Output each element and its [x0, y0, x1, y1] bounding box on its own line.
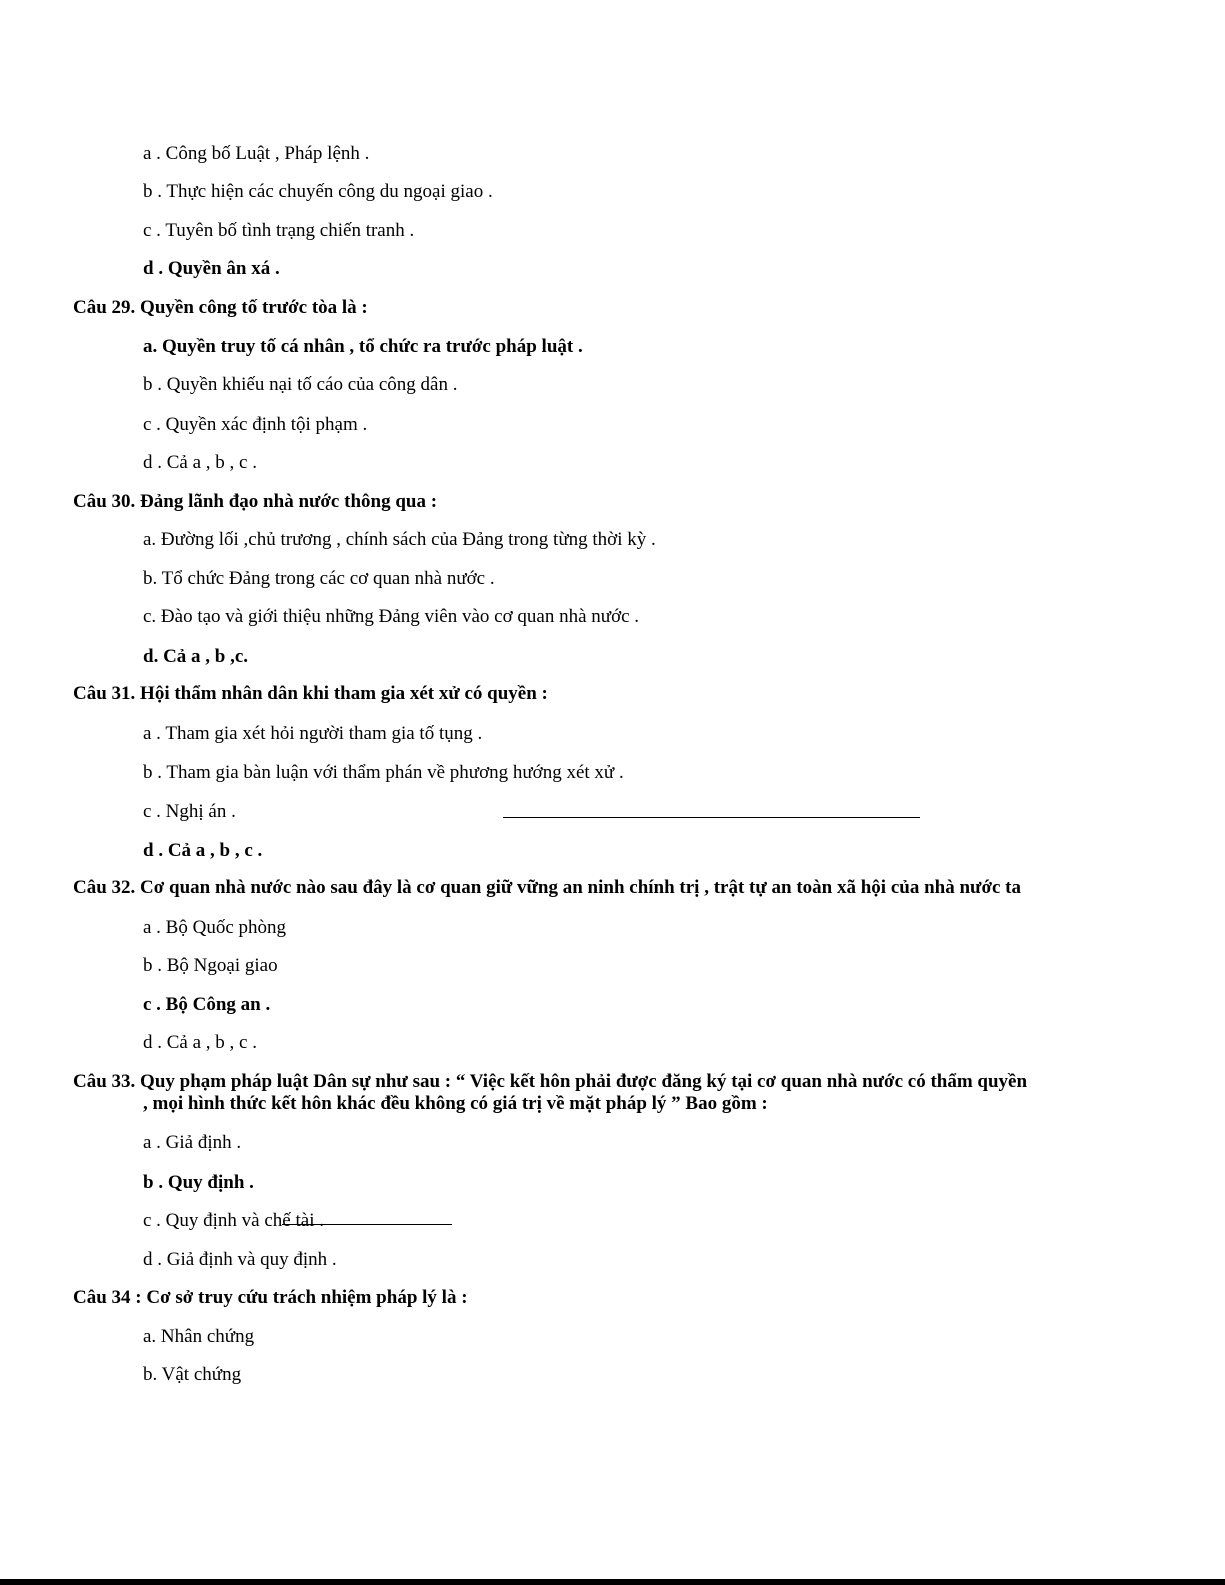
question-32-title: Câu 32. Cơ quan nhà nước nào sau đây là cơ quan giữ vững an ninh chính trị , trật tự an toàn xã hội của nhà nước ta	[73, 877, 1021, 898]
q29-option-b: b . Quyền khiếu nại tố cáo của công dân .	[143, 374, 458, 395]
question-31-title: Câu 31. Hội thẩm nhân dân khi tham gia xét xử có quyền :	[73, 683, 548, 704]
q32-option-c-answer: c . Bộ Công an .	[143, 994, 271, 1015]
underline-rule	[503, 817, 920, 818]
q34-option-b: b. Vật chứng	[143, 1364, 242, 1385]
page-bottom-edge	[0, 1579, 1225, 1585]
option-b: b . Thực hiện các chuyến công du ngoại giao .	[143, 181, 493, 202]
question-30-title: Câu 30. Đảng lãnh đạo nhà nước thông qua :	[73, 491, 438, 512]
q34-option-a: a. Nhân chứng	[143, 1326, 255, 1347]
option-d-answer: d . Quyền ân xá .	[143, 258, 280, 279]
question-29-title: Câu 29. Quyền công tố trước tòa là :	[73, 297, 368, 318]
q33-option-b-answer: b . Quy định .	[143, 1172, 254, 1193]
strike-rule	[282, 1224, 452, 1225]
q32-option-a: a . Bộ Quốc phòng	[143, 917, 287, 938]
option-a: a . Công bố Luật , Pháp lệnh .	[143, 143, 370, 164]
q31-option-b: b . Tham gia bàn luận với thẩm phán về phương hướng xét xử .	[143, 762, 624, 783]
question-34-title: Câu 34 : Cơ sở truy cứu trách nhiệm pháp lý là :	[73, 1287, 468, 1308]
question-33-title-continued: , mọi hình thức kết hôn khác đều không có giá trị về mặt pháp lý ” Bao gồm :	[143, 1093, 768, 1114]
q33-option-a: a . Giả định .	[143, 1132, 242, 1153]
q30-option-a: a. Đường lối ,chủ trương , chính sách của Đảng trong từng thời kỳ .	[143, 529, 656, 550]
q30-option-b: b. Tổ chức Đảng trong các cơ quan nhà nước .	[143, 568, 495, 589]
q30-option-c: c. Đào tạo và giới thiệu những Đảng viên vào cơ quan nhà nước .	[143, 606, 640, 627]
q32-option-d: d . Cả a , b , c .	[143, 1032, 257, 1053]
q33-option-d: d . Giả định và quy định .	[143, 1249, 337, 1270]
question-33-title: Câu 33. Quy phạm pháp luật Dân sự như sau : “ Việc kết hôn phải được đăng ký tại cơ quan nhà nước có thẩm quyền	[73, 1071, 1028, 1092]
q32-option-b: b . Bộ Ngoại giao	[143, 955, 278, 976]
q31-option-d-answer: d . Cả a , b , c .	[143, 840, 263, 861]
q31-option-a: a . Tham gia xét hỏi người tham gia tố tụng .	[143, 723, 483, 744]
q33-option-c: c . Quy định và chế tài .	[143, 1210, 324, 1231]
option-c: c . Tuyên bố tình trạng chiến tranh .	[143, 220, 415, 241]
q31-option-c: c . Nghị án .	[143, 801, 236, 822]
q29-option-a-answer: a. Quyền truy tố cá nhân , tổ chức ra trước pháp luật .	[143, 336, 583, 357]
q29-option-d: d . Cả a , b , c .	[143, 452, 257, 473]
q30-option-d-answer: d. Cả a , b ,c.	[143, 646, 249, 667]
q29-option-c: c . Quyền xác định tội phạm .	[143, 414, 368, 435]
